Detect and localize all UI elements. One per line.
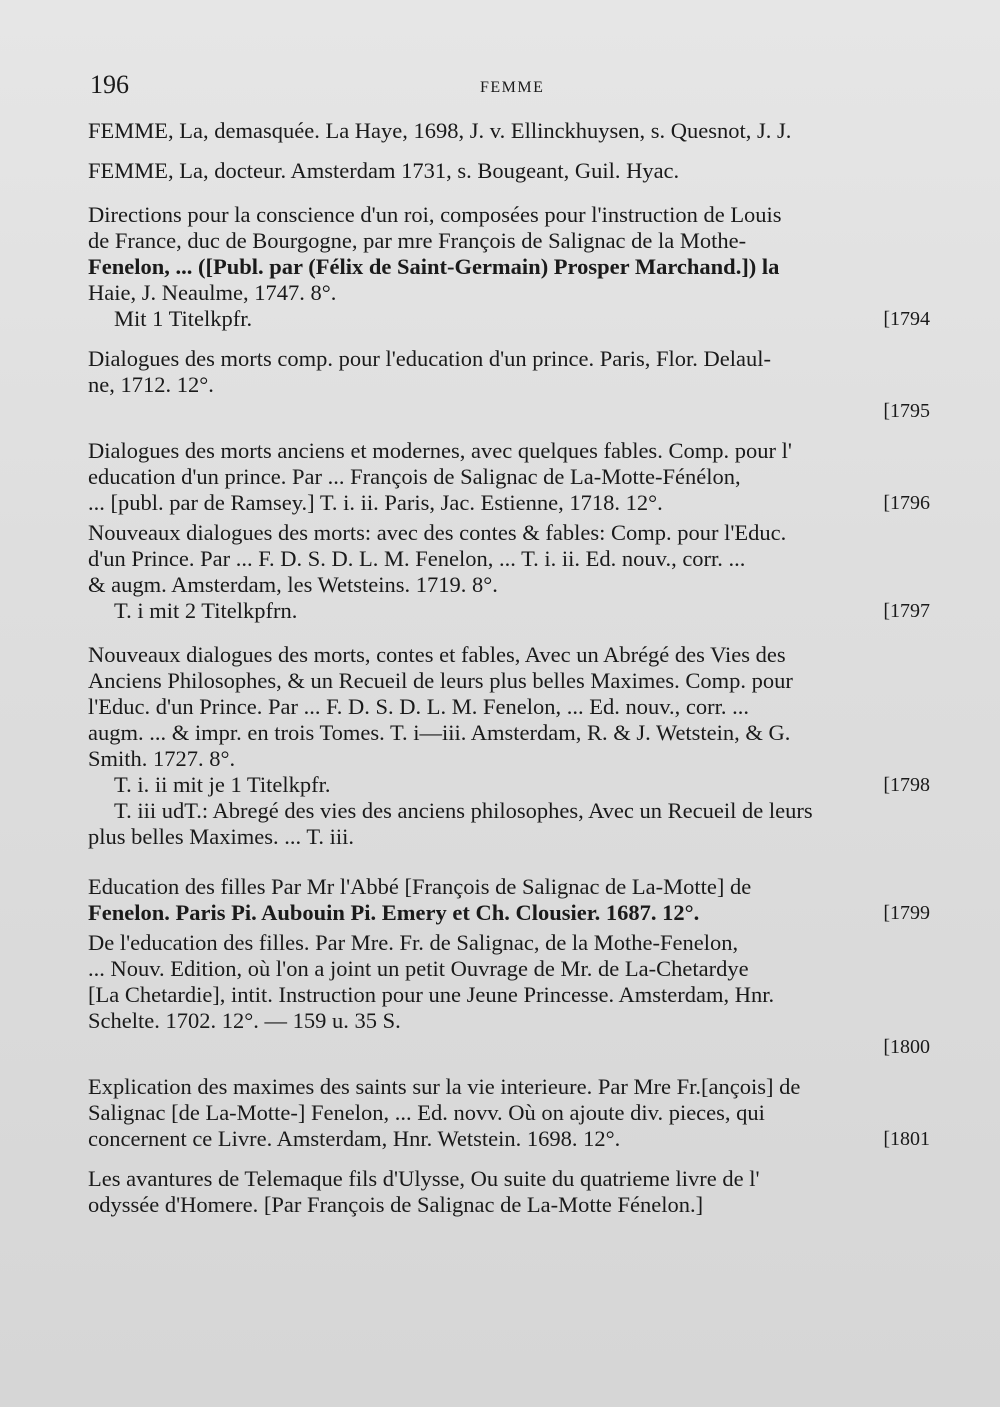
bibliography-entry [88, 1166, 930, 1218]
entry-number: [1796 [883, 492, 930, 514]
entry-line: augm. ... & impr. en trois Tomes. T. i—iii. Amsterdam, R. & J. Wetstein, & G. [88, 720, 791, 745]
entry-number: [1797 [883, 600, 930, 622]
entry-line: Haie, J. Neaulme, 1747. 8°. [88, 280, 337, 305]
bibliography-entry [88, 1074, 930, 1152]
bibliography-entry [88, 438, 930, 516]
entry-line: Fenelon, ... ([Publ. par (Félix de Saint-Germain) Prosper Marchand.]) la [88, 254, 780, 279]
entry-line: & augm. Amsterdam, les Wetsteins. 1719. 8°. [88, 572, 498, 597]
bibliography-entry [88, 874, 930, 926]
entry-line: Nouveaux dialogues des morts, contes et fables, Avec un Abrégé des Vies des [88, 642, 786, 667]
entry-line: Directions pour la conscience d'un roi, composées pour l'instruction de Louis [88, 202, 782, 227]
entry-line: FEMME, La, demasquée. La Haye, 1698, J. v. Ellinckhuysen, s. Quesnot, J. J. [88, 118, 792, 143]
entry-number: [1799 [883, 902, 930, 924]
entry-line: concernent ce Livre. Amsterdam, Hnr. Wetstein. 1698. 12°. [88, 1126, 621, 1151]
entry-line: l'Educ. d'un Prince. Par ... F. D. S. D. L. M. Fenelon, ... Ed. nouv., corr. ... [88, 694, 750, 719]
entry-number: [1795 [883, 400, 930, 422]
entry-line: ne, 1712. 12°. [88, 372, 214, 397]
entry-line: Nouveaux dialogues des morts: avec des contes & fables: Comp. pour l'Educ. [88, 520, 787, 545]
entry-line: Schelte. 1702. 12°. — 159 u. 35 S. [88, 1008, 401, 1033]
entry-line: Salignac [de La-Motte-] Fenelon, ... Ed. novv. Où on ajoute div. pieces, qui [88, 1100, 765, 1125]
entry-number: [1801 [883, 1128, 930, 1150]
entry-line: education d'un prince. Par ... François de Salignac de La-Motte-Fénélon, [88, 464, 741, 489]
entry-note-text: Mit 1 Titelkpfr. [114, 306, 253, 331]
entry-line: de France, duc de Bourgogne, par mre François de Salignac de la Mothe- [88, 228, 747, 253]
entry-note-text: T. i mit 2 Titelkpfrn. [114, 598, 298, 623]
entry-line: Education des filles Par Mr l'Abbé [François de Salignac de La-Motte] de [88, 874, 752, 899]
entry-number: [1798 [883, 774, 930, 796]
entry-note: T. iii udT.: Abregé des vies des anciens philosophes, Avec un Recueil de leurs [114, 798, 813, 823]
bibliography-entry [88, 118, 930, 144]
entry-line: Fenelon. Paris Pi. Aubouin Pi. Emery et Ch. Clousier. 1687. 12°. [88, 900, 700, 925]
entry-line: d'un Prince. Par ... F. D. S. D. L. M. Fenelon, ... T. i. ii. Ed. nouv., corr. ... [88, 546, 746, 571]
page-number: 196 [90, 70, 129, 99]
entry-line: Dialogues des morts anciens et modernes, avec quelques fables. Comp. pour l' [88, 438, 792, 463]
entry-line: plus belles Maximes. ... T. iii. [88, 824, 355, 849]
entry-number-row [88, 398, 930, 424]
page-header [90, 70, 930, 110]
bibliography-entry [88, 642, 930, 850]
running-head: FEMME [480, 79, 545, 96]
entry-line: ... Nouv. Edition, où l'on a joint un petit Ouvrage de Mr. de La-Chetardye [88, 956, 749, 981]
entry-note-text: T. i. ii mit je 1 Titelkpfr. [114, 772, 331, 797]
entry-line-with-number [88, 490, 930, 516]
entry-number-row [88, 1034, 930, 1060]
entry-number: [1800 [883, 1036, 930, 1058]
bibliography-entry [88, 930, 930, 1060]
entry-note [88, 772, 930, 798]
entry-line: FEMME, La, docteur. Amsterdam 1731, s. Bougeant, Guil. Hyac. [88, 158, 680, 183]
bibliography-entries [88, 118, 930, 1232]
bibliography-entry [88, 202, 930, 332]
bibliography-entry [88, 346, 930, 424]
entry-line: Anciens Philosophes, & un Recueil de leurs plus belles Maximes. Comp. pour [88, 668, 793, 693]
entry-line: odyssée d'Homere. [Par François de Salignac de La-Motte Fénelon.] [88, 1192, 704, 1217]
entry-line: [La Chetardie], intit. Instruction pour une Jeune Princesse. Amsterdam, Hnr. [88, 982, 775, 1007]
entry-line-with-number [88, 1126, 930, 1152]
entry-line: Les avantures de Telemaque fils d'Ulysse, Ou suite du quatrieme livre de l' [88, 1166, 760, 1191]
bibliography-entry [88, 520, 930, 624]
entry-note [88, 306, 930, 332]
entry-line: Smith. 1727. 8°. [88, 746, 236, 771]
entry-line: Explication des maximes des saints sur la vie interieure. Par Mre Fr.[ançois] de [88, 1074, 801, 1099]
entry-line: Dialogues des morts comp. pour l'education d'un prince. Paris, Flor. Delaul- [88, 346, 771, 371]
entry-line-with-number [88, 900, 930, 926]
entry-note [88, 598, 930, 624]
bibliography-entry [88, 158, 930, 184]
entry-line: De l'education des filles. Par Mre. Fr. de Salignac, de la Mothe-Fenelon, [88, 930, 739, 955]
entry-line: ... [publ. par de Ramsey.] T. i. ii. Paris, Jac. Estienne, 1718. 12°. [88, 490, 663, 515]
entry-number: [1794 [883, 308, 930, 330]
